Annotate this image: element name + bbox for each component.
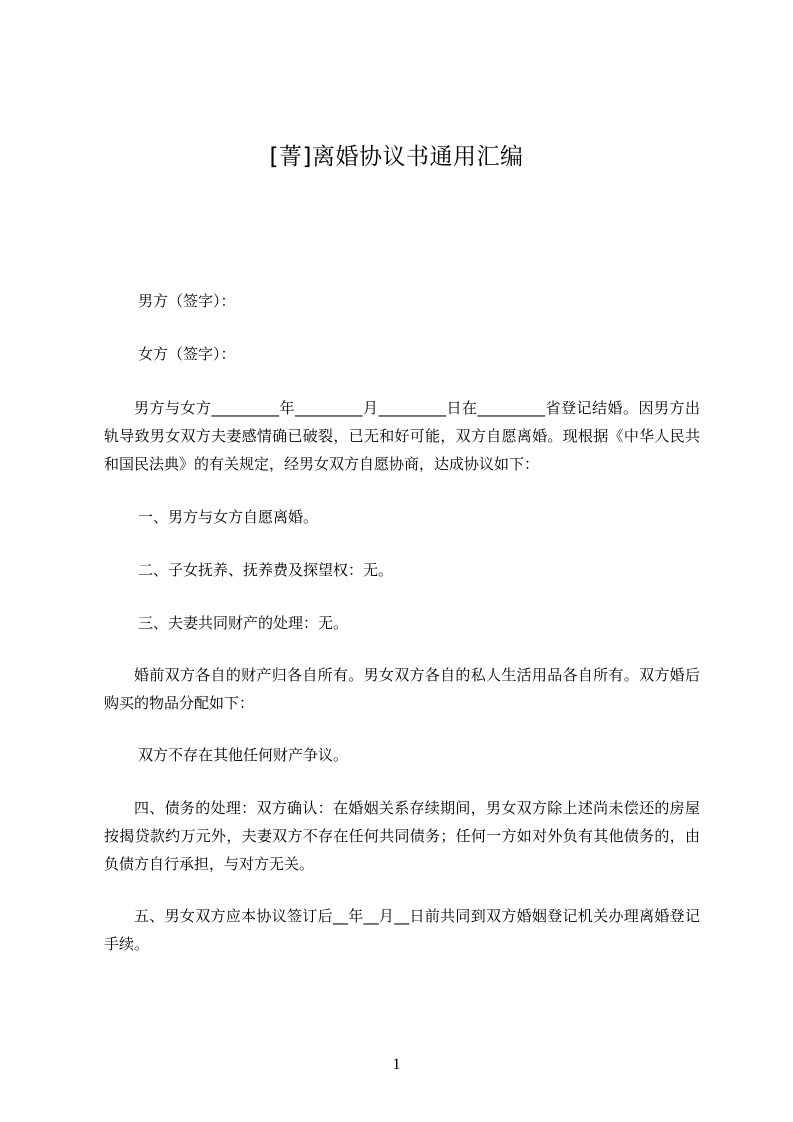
premarital-property-paragraph: 婚前双方各自的财产归各自所有。男女双方各自的私人生活用品各自所有。双方婚后购买的物品分配如下： bbox=[104, 666, 700, 712]
clause-4-debts: 四、债务的处理：双方确认：在婚姻关系存续期间，男女双方除上述尚未偿还的房屋按揭贷款约万元外，夫妻双方不存在任何共同债务；任何一方如对外负有其他债务的，由负债方自行承担，与对方无关。 bbox=[104, 799, 700, 873]
husband-signature-line: 男方（签字）： bbox=[138, 292, 236, 310]
clause-5-registration: 五、男女双方应本协议签订后__年__月__日前共同到双方婚姻登记机关办理离婚登记手续。 bbox=[104, 907, 700, 953]
clause-2-child-custody: 二、子女抚养、抚养费及探望权：无。 bbox=[138, 561, 394, 579]
marriage-statement-paragraph: 男方与女方_________年_________月_________日在_________省登记结婚。因男方出轨导致男女双方夫妻感情确已破裂，已无和好可能，双方自愿离婚。现根据《中华人民共和国民法典》的有关规定，经男女双方自愿协商，达成协议如下： bbox=[104, 399, 700, 473]
document-title: [菁]离婚协议书通用汇编 bbox=[269, 144, 524, 170]
no-property-dispute-paragraph: 双方不存在其他任何财产争议。 bbox=[138, 746, 349, 764]
clause-1-divorce: 一、男方与女方自愿离婚。 bbox=[138, 508, 319, 526]
page-number: 1 bbox=[392, 1056, 401, 1073]
wife-signature-line: 女方（签字）： bbox=[138, 345, 236, 363]
clause-3-joint-property: 三、夫妻共同财产的处理：无。 bbox=[138, 614, 349, 632]
